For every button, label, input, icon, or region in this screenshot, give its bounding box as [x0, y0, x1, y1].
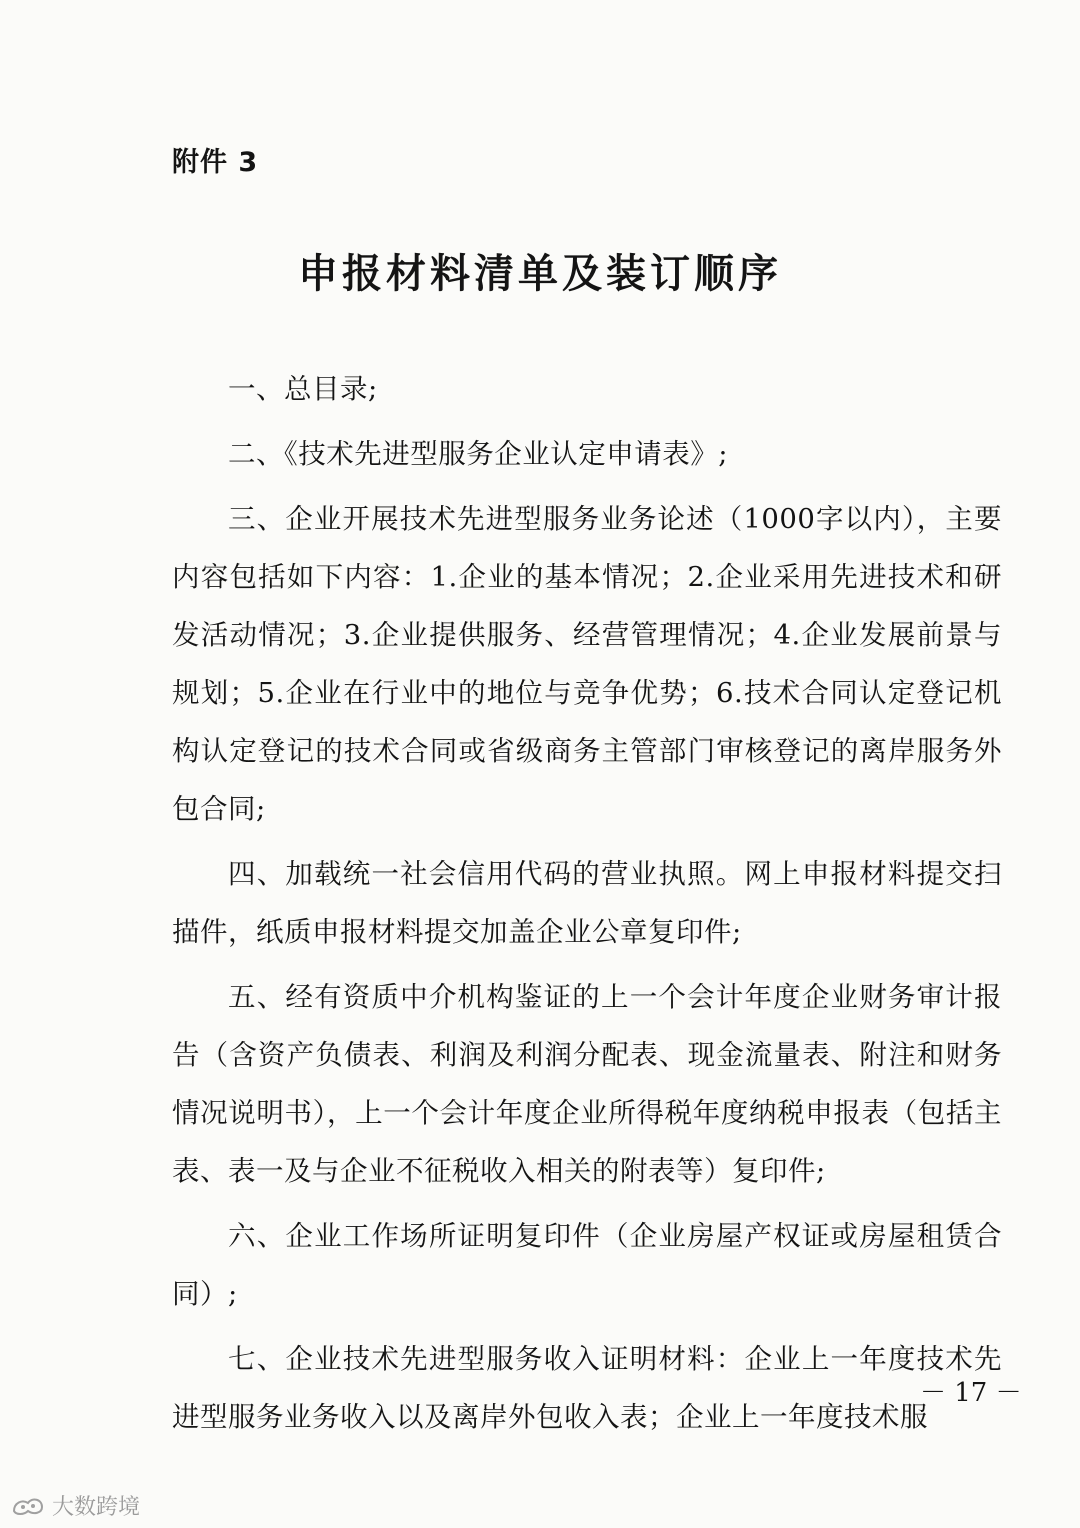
- brand-logo-icon: [10, 1493, 46, 1519]
- paragraph-4: 四、加载统一社会信用代码的营业执照。网上申报材料提交扫描件，纸质申报材料提交加盖企业公章复印件;: [172, 858, 1002, 948]
- paragraph-2: 二、《技术先进型服务企业认定申请表》;: [228, 438, 729, 470]
- watermark: [10, 1490, 140, 1521]
- attachment-label: 附件 3: [172, 147, 259, 178]
- paragraph-7: 七、企业技术先进型服务收入证明材料：企业上一年度技术先进型服务业务收入以及离岸外包收入表；企业上一年度技术服: [172, 1343, 1002, 1433]
- paragraph-1: 一、总目录;: [228, 373, 378, 405]
- paragraph-5: 五、经有资质中介机构鉴证的上一个会计年度企业财务审计报告（含资产负债表、利润及利润分配表、现金流量表、附注和财务情况说明书），上一个会计年度企业所得税年度纳税申报表（包括主表、表一及与企业不征税收入相关的附表等）复印件;: [172, 981, 1002, 1187]
- document-title: 申报材料清单及装订顺序: [298, 251, 782, 297]
- paragraph-3: 三、企业开展技术先进型服务业务论述（1000字以内），主要内容包括如下内容：1.企业的基本情况；2.企业采用先进技术和研发活动情况；3.企业提供服务、经营管理情况；4.企业发展前景与规划；5.企业在行业中的地位与竞争优势；6.技术合同认定登记机构认定登记的技术合同或省级商务主管部门审核登记的离岸服务外包合同;: [172, 503, 1002, 825]
- page-number: － 17 －: [920, 1378, 1022, 1408]
- watermark-text: 大数跨境: [52, 1495, 141, 1520]
- paragraph-6: 六、企业工作场所证明复印件（企业房屋产权证或房屋租赁合同）;: [172, 1220, 1002, 1310]
- document-body: [172, 360, 1002, 1453]
